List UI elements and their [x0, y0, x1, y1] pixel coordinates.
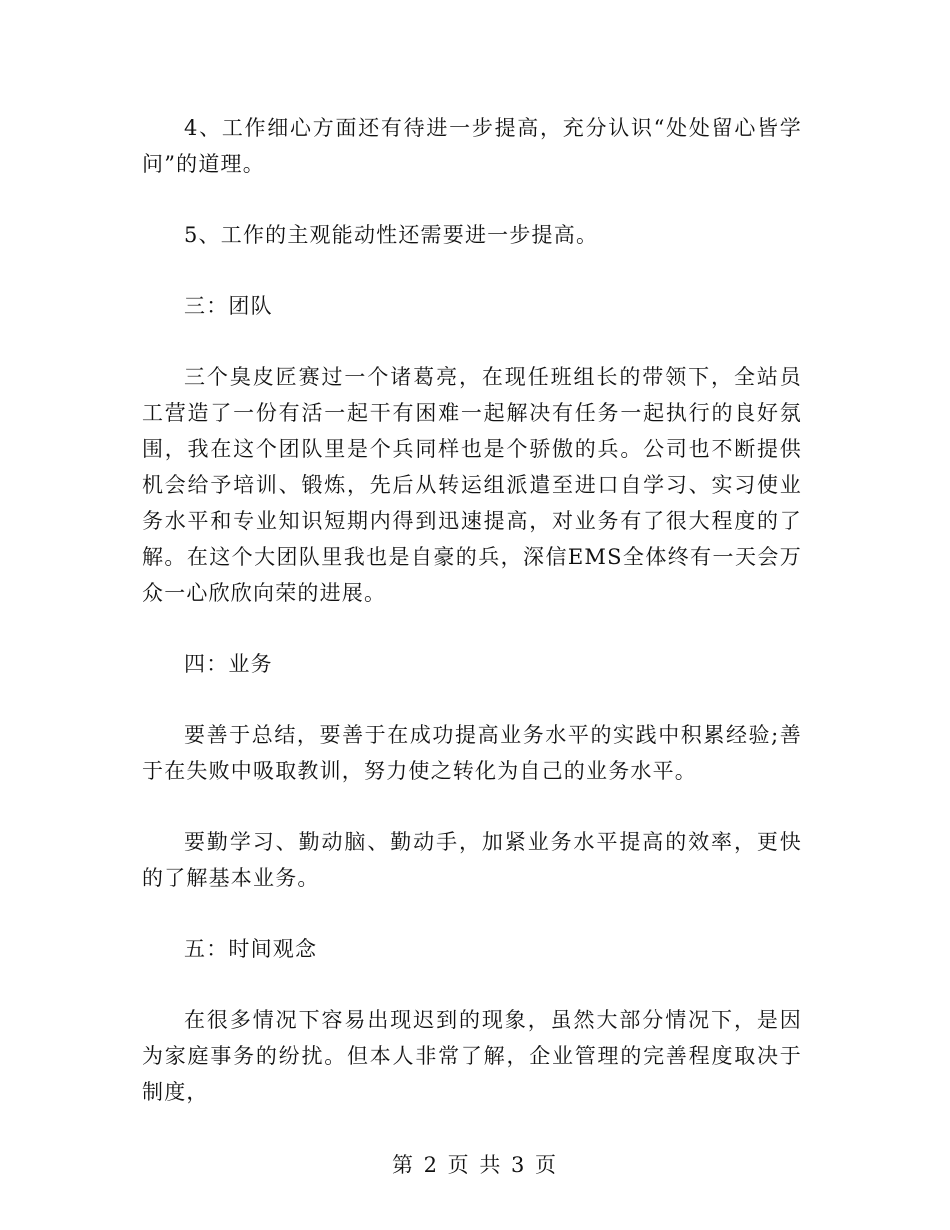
- paragraph-item-5: 5、工作的主观能动性还需要进一步提高。: [184, 223, 599, 247]
- page-number-footer: 第 2 页 共 3 页: [391, 1153, 559, 1177]
- paragraph-business-2: 要勤学习、勤动脑、勤动手，加紧业务水平提高的效率，更快的了解基本业务。: [142, 830, 802, 890]
- paragraph-business-1: 要善于总结，要善于在成功提高业务水平的实践中积累经验;善于在失败中吸取教训，努力使之转化为自己的业务水平。: [142, 723, 802, 783]
- section-heading-team: 三：团队: [184, 294, 273, 318]
- section-heading-time: 五：时间观念: [184, 937, 318, 961]
- section-heading-business: 四：业务: [184, 652, 273, 676]
- document-body: [142, 110, 802, 1145]
- paragraph-time: 在很多情况下容易出现迟到的现象，虽然大部分情况下，是因为家庭事务的纷扰。但本人非常了解，企业管理的完善程度取决于制度，: [142, 1008, 802, 1104]
- paragraph-team: 三个臭皮匠赛过一个诸葛亮，在现任班组长的带领下，全站员工营造了一份有活一起干有困难一起解决有任务一起执行的良好氛围，我在这个团队里是个兵同样也是个骄傲的兵。公司也不断提供机会给予培训、锻炼，先后从转运组派遣至进口自学习、实习使业务水平和专业知识短期内得到迅速提高，对业务有了很大程度的了解。在这个大团队里我也是自豪的兵，深信EMS全体终有一天会万众一心欣欣向荣的进展。: [142, 365, 802, 605]
- paragraph-item-4: 4、工作细心方面还有待进一步提高，充分认识“处处留心皆学问”的道理。: [142, 116, 802, 176]
